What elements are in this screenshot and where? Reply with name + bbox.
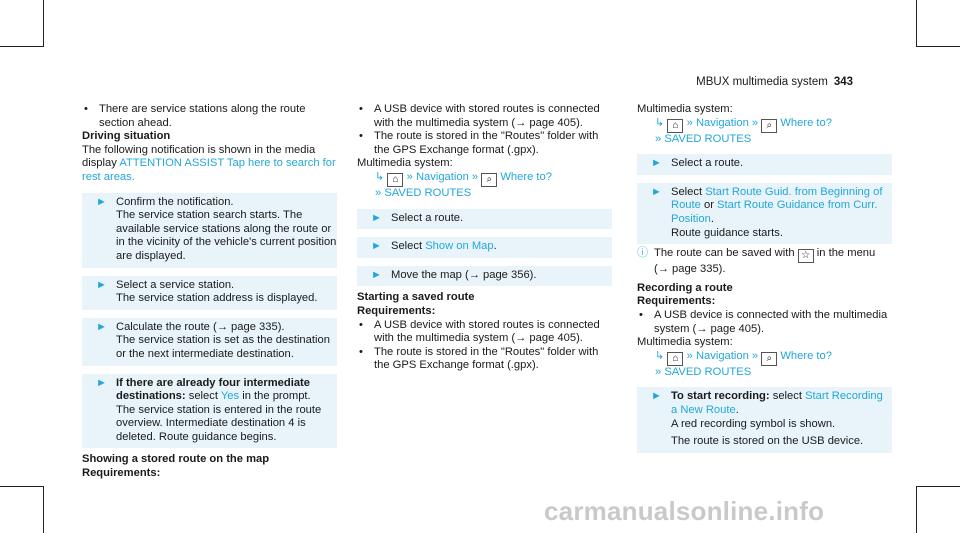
info-icon: ⓘ — [637, 247, 649, 260]
page-number: 343 — [833, 76, 853, 88]
step-text: Select a route. — [391, 211, 464, 224]
path-arrow-icon: ↳ — [655, 116, 665, 129]
star-icon[interactable]: ☆ — [798, 249, 814, 263]
step — [357, 209, 612, 230]
step-text: Select a service station. — [116, 278, 235, 291]
crop-mark — [43, 486, 44, 533]
menu-navigation[interactable]: Navigation — [695, 116, 749, 129]
menu-where-to[interactable]: Where to? — [780, 116, 832, 129]
text: select — [769, 390, 806, 403]
text: Select — [671, 185, 706, 198]
paragraph: Multimedia system: — [637, 336, 733, 349]
menu-saved-routes[interactable]: SAVED ROUTES — [664, 132, 752, 145]
list-item: • A USB device with stored routes is connected with the multimedia system (→ page 405). — [357, 319, 612, 346]
menu-saved-routes[interactable]: SAVED ROUTES — [664, 365, 752, 378]
step — [82, 374, 337, 449]
double-chevron-icon: » — [375, 186, 382, 199]
start-from-beginning-option[interactable]: Start Route Guid. from Beginning of Route — [671, 185, 883, 212]
step-result: The route is stored on the USB device. — [671, 435, 864, 448]
step-arrow-icon: ► — [651, 185, 662, 198]
text: The route can be saved with — [654, 247, 798, 260]
step-arrow-icon: ► — [96, 376, 107, 389]
paragraph — [82, 144, 337, 185]
yes-option[interactable]: Yes — [220, 390, 240, 403]
text: select — [185, 390, 221, 403]
search-icon[interactable]: ⌕ — [761, 119, 777, 133]
column-3 — [637, 103, 892, 453]
subheading: Requirements: — [82, 467, 161, 480]
menu-navigation[interactable]: Navigation — [695, 349, 749, 362]
double-chevron-icon: » — [751, 349, 759, 362]
note — [637, 247, 892, 277]
text: . — [735, 403, 739, 416]
step-arrow-icon: ► — [96, 195, 107, 208]
step-text — [671, 390, 892, 417]
crop-mark — [0, 46, 44, 47]
step — [637, 183, 892, 244]
path-arrow-icon: ↳ — [655, 349, 665, 362]
subheading: Requirements: — [357, 304, 436, 317]
list-item: • A USB device is connected with the multimedia system (→ page 405). — [637, 309, 892, 336]
home-icon[interactable]: ⌂ — [387, 173, 403, 187]
start-recording-option[interactable]: Start Recording a New Route — [671, 390, 883, 416]
list-item: • A USB device with stored routes is connected with the multimedia system (→ page 405). — [357, 103, 612, 130]
display-message-link[interactable]: ATTENTION ASSIST Tap here to search for rest areas. — [82, 157, 336, 183]
crop-mark — [916, 46, 960, 47]
section-heading: Starting a saved route — [357, 291, 475, 304]
watermark: carmanualsonline.info — [544, 496, 825, 526]
crop-mark — [916, 486, 917, 533]
step — [82, 318, 337, 366]
subheading: Requirements: — [637, 295, 716, 308]
step-arrow-icon: ► — [371, 211, 382, 224]
section-heading: Recording a route — [637, 281, 733, 294]
double-chevron-icon: » — [686, 116, 693, 129]
step-condition: If there are already four intermediate destinations: — [116, 376, 310, 403]
list-item: • The route is stored in the "Routes" folder with the GPS Exchange format (.gpx). — [357, 130, 612, 157]
step-text: Select a route. — [671, 157, 744, 170]
step-text — [391, 240, 612, 254]
step-text — [116, 377, 337, 404]
double-chevron-icon: » — [751, 116, 759, 129]
menu-path — [637, 117, 892, 147]
menu-path — [357, 171, 612, 201]
home-icon[interactable]: ⌂ — [667, 119, 683, 133]
home-icon[interactable]: ⌂ — [667, 352, 683, 366]
step-result: A red recording symbol is shown. — [671, 417, 836, 430]
step — [82, 193, 337, 268]
double-chevron-icon: » — [686, 349, 693, 362]
step-arrow-icon: ► — [371, 268, 382, 281]
step-result: The service station is entered in the route overview. Intermediate destination 4 is deleted. Route guidance begins. — [116, 403, 322, 443]
step — [357, 237, 612, 258]
step-text: Move the map (→ page 356). — [391, 268, 537, 281]
step-condition: To start recording: — [671, 390, 770, 403]
step-arrow-icon: ► — [371, 240, 382, 253]
text: in the menu (→ page 335). — [654, 247, 876, 276]
double-chevron-icon: » — [655, 365, 662, 378]
column-2 — [357, 103, 612, 373]
menu-navigation[interactable]: Navigation — [415, 170, 469, 183]
text: . — [493, 240, 497, 253]
text: in the prompt. — [239, 390, 311, 403]
search-icon[interactable]: ⌕ — [761, 352, 777, 366]
menu-where-to[interactable]: Where to? — [500, 170, 552, 183]
step-arrow-icon: ► — [96, 278, 107, 291]
step — [82, 276, 337, 310]
list-item: • The route is stored in the "Routes" folder with the GPS Exchange format (.gpx). — [357, 346, 612, 373]
text: The following notification is shown in the media display — [82, 143, 316, 170]
double-chevron-icon: » — [655, 132, 662, 145]
show-on-map-option[interactable]: Show on Map — [425, 240, 494, 253]
start-from-current-option[interactable]: Start Route Guidance from Curr. Position — [671, 199, 878, 225]
page-header — [696, 76, 853, 90]
header-title: MBUX multimedia system — [696, 76, 828, 88]
list-item: • There are service stations along the route section ahead. — [82, 103, 337, 130]
search-icon[interactable]: ⌕ — [481, 173, 497, 187]
menu-path — [637, 350, 892, 380]
step-arrow-icon: ► — [96, 320, 107, 333]
double-chevron-icon: » — [406, 170, 413, 183]
crop-mark — [0, 486, 44, 487]
paragraph: Multimedia system: — [637, 103, 733, 115]
text: or — [700, 199, 718, 212]
column-1 — [82, 103, 337, 481]
step-text: Calculate the route (→ page 335). — [116, 320, 285, 333]
step — [637, 387, 892, 452]
double-chevron-icon: » — [471, 170, 479, 183]
step — [357, 266, 612, 287]
text: . — [710, 212, 714, 225]
text: Select — [391, 240, 426, 253]
step-result: The service station search starts. The available service stations along the route or in the vicinity of the vehicle's current position are displayed. — [116, 209, 337, 262]
crop-mark — [916, 0, 917, 47]
step-arrow-icon: ► — [651, 157, 662, 170]
path-arrow-icon: ↳ — [375, 170, 385, 183]
step-result: The service station is set as the destination or the next intermediate destination. — [116, 334, 330, 360]
menu-where-to[interactable]: Where to? — [780, 349, 832, 362]
step-result: Route guidance starts. — [671, 226, 783, 239]
step-arrow-icon: ► — [651, 390, 662, 403]
section-heading: Showing a stored route on the map — [82, 453, 270, 466]
crop-mark — [43, 0, 44, 47]
paragraph: Multimedia system: — [357, 157, 453, 170]
menu-saved-routes[interactable]: SAVED ROUTES — [384, 186, 472, 199]
step-result: The service station address is displayed. — [116, 292, 318, 305]
step — [637, 154, 892, 175]
step-text — [671, 186, 892, 227]
section-heading: Driving situation — [82, 130, 171, 143]
step-text: Confirm the notification. — [116, 195, 234, 208]
crop-mark — [916, 486, 960, 487]
